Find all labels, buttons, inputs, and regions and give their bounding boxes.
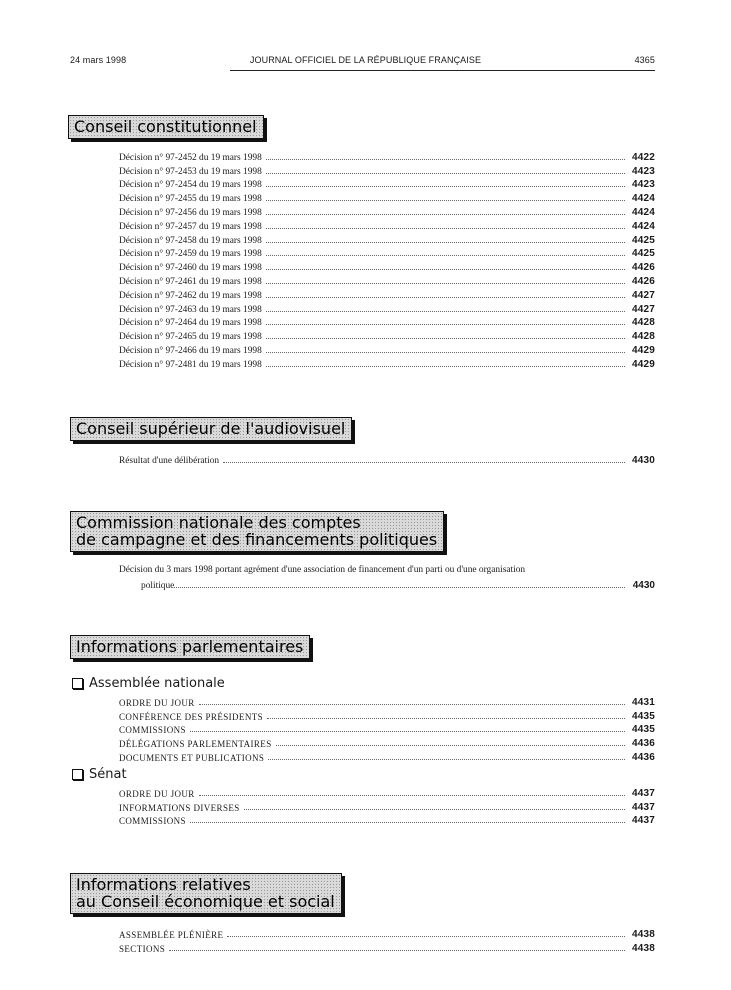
commission-comptes-entry <box>119 565 655 591</box>
toc-entry-label: ORDRE DU JOUR <box>119 788 195 799</box>
leader-dots <box>266 173 625 174</box>
toc-entry-label: Décision n° 97-2466 du 19 mars 1998 <box>119 345 262 356</box>
leader-dots <box>169 950 625 951</box>
toc-entry-label: Décision n° 97-2462 du 19 mars 1998 <box>119 290 262 301</box>
toc-entry <box>119 940 655 954</box>
toc-entry-label: DOCUMENTS ET PUBLICATIONS <box>119 752 265 763</box>
checkbox-bullet-icon <box>72 769 83 780</box>
toc-entry-page: 4428 <box>631 317 655 329</box>
leader-dots <box>199 795 625 796</box>
leader-dots <box>266 366 625 367</box>
leader-dots <box>266 338 625 339</box>
subsection-senat <box>72 767 127 782</box>
toc-entry <box>119 328 655 342</box>
toc-entry-page: 4437 <box>631 801 655 813</box>
subsection-title: Sénat <box>89 767 127 782</box>
toc-entry-page: 4430 <box>631 454 655 466</box>
toc-entry <box>119 163 655 177</box>
toc-entry-page: 4423 <box>631 165 655 177</box>
toc-entry-label: Décision n° 97-2481 du 19 mars 1998 <box>119 359 262 370</box>
toc-entry <box>119 149 655 163</box>
toc-entry-label: Décision n° 97-2456 du 19 mars 1998 <box>119 207 262 218</box>
senat-list <box>119 785 655 826</box>
leader-dots <box>244 809 625 810</box>
toc-entry <box>119 218 655 232</box>
toc-entry-label: DÉLÉGATIONS PARLEMENTAIRES <box>119 739 272 750</box>
toc-entry <box>119 356 655 370</box>
toc-entry <box>119 749 655 763</box>
section-title-conseil-economique <box>70 873 342 914</box>
checkbox-bullet-icon <box>72 678 83 689</box>
leader-dots <box>190 822 625 823</box>
toc-entry-page: 4425 <box>631 248 655 260</box>
toc-entry-label: ORDRE DU JOUR <box>119 697 195 708</box>
leader-dots <box>190 731 625 732</box>
leader-dots <box>266 214 625 215</box>
toc-entry <box>119 232 655 246</box>
toc-entry-label: SECTIONS <box>119 943 166 954</box>
toc-entry-page: 4428 <box>631 331 655 343</box>
entry-line2: politique <box>141 581 175 591</box>
toc-entry-page: 4424 <box>631 220 655 232</box>
leader-dots <box>266 352 625 353</box>
toc-entry-label: Décision n° 97-2455 du 19 mars 1998 <box>119 194 262 205</box>
toc-entry-label: CONFÉRENCE DES PRÉSIDENTS <box>119 711 264 722</box>
subsection-assemblee-nationale <box>72 676 225 691</box>
leader-dots <box>266 186 625 187</box>
toc-entry-page: 4431 <box>631 696 655 708</box>
toc-entry-page: 4423 <box>631 179 655 191</box>
leader-dots <box>266 242 625 243</box>
toc-entry-page: 4429 <box>631 344 655 356</box>
toc-entry-label: Décision n° 97-2463 du 19 mars 1998 <box>119 304 262 315</box>
toc-entry <box>119 177 655 191</box>
toc-entry <box>119 259 655 273</box>
toc-entry-label: INFORMATIONS DIVERSES <box>119 802 240 813</box>
leader-dots <box>223 462 625 463</box>
subsection-title: Assemblée nationale <box>89 676 225 691</box>
conseil-economique-list <box>119 926 655 954</box>
toc-entry-label: Décision n° 97-2457 du 19 mars 1998 <box>119 221 262 232</box>
journal-title: JOURNAL OFFICIEL DE LA RÉPUBLIQUE FRANÇAISE <box>249 55 482 65</box>
toc-entry-page: 4436 <box>631 751 655 763</box>
toc-entry-label: Décision n° 97-2461 du 19 mars 1998 <box>119 276 262 287</box>
toc-entry-label: Résultat d'une délibération <box>119 455 220 466</box>
toc-entry <box>119 315 655 329</box>
toc-entry <box>119 273 655 287</box>
leader-dots <box>266 324 625 325</box>
toc-entry <box>119 735 655 749</box>
toc-entry-page: 4436 <box>631 738 655 750</box>
toc-entry-label: Décision n° 97-2465 du 19 mars 1998 <box>119 332 262 343</box>
leader-dots <box>199 704 625 705</box>
leader-dots <box>276 745 625 746</box>
section-title-line1: Commission nationale des comptes <box>76 513 361 532</box>
entry-page: 4430 <box>632 580 655 591</box>
section-title-text: Conseil constitutionnel <box>74 117 257 136</box>
toc-entry-label: Décision n° 97-2464 du 19 mars 1998 <box>119 318 262 329</box>
toc-entry-page: 4437 <box>631 815 655 827</box>
toc-entry <box>119 799 655 813</box>
leader-dots <box>227 936 625 937</box>
leader-dots <box>266 311 625 312</box>
section-title-csa <box>70 417 352 441</box>
section-title-conseil-constitutionnel <box>68 115 264 139</box>
section-title-line1: Informations relatives <box>76 875 251 894</box>
leader-dots <box>266 255 625 256</box>
toc-entry <box>119 287 655 301</box>
leader-dots <box>266 297 625 298</box>
header-date: 24 mars 1998 <box>70 55 127 65</box>
toc-entry-label: COMMISSIONS <box>119 816 186 827</box>
toc-entry-label: Décision n° 97-2458 du 19 mars 1998 <box>119 235 262 246</box>
toc-entry <box>119 926 655 940</box>
toc-entry-page: 4435 <box>631 710 655 722</box>
toc-entry-page: 4425 <box>631 234 655 246</box>
toc-entry-page: 4426 <box>631 262 655 274</box>
toc-entry-label: Décision n° 97-2460 du 19 mars 1998 <box>119 263 262 274</box>
toc-entry-label: ASSEMBLÉE PLÉNIÈRE <box>119 929 224 940</box>
toc-entry <box>119 694 655 708</box>
toc-entry-label: Décision n° 97-2459 du 19 mars 1998 <box>119 249 262 260</box>
leader-dots <box>266 200 625 201</box>
header-rule <box>230 70 655 71</box>
leader-dots <box>266 269 625 270</box>
toc-entry-label: Décision n° 97-2454 du 19 mars 1998 <box>119 180 262 191</box>
toc-entry-label: Décision n° 97-2452 du 19 mars 1998 <box>119 152 262 163</box>
toc-entry <box>119 452 655 466</box>
toc-entry <box>119 190 655 204</box>
toc-entry-page: 4424 <box>631 206 655 218</box>
conseil-constitutionnel-list <box>119 149 655 370</box>
toc-entry <box>119 813 655 827</box>
toc-entry-page: 4435 <box>631 724 655 736</box>
leader-dots <box>266 159 625 160</box>
leader-dots <box>266 228 625 229</box>
toc-entry-page: 4422 <box>631 151 655 163</box>
leader-dots <box>174 587 625 588</box>
toc-entry-page: 4438 <box>631 942 655 954</box>
section-title-text: Conseil supérieur de l'audiovisuel <box>76 419 346 438</box>
toc-entry-page: 4438 <box>631 928 655 940</box>
section-title-line2: au Conseil économique et social <box>76 892 335 911</box>
section-title-line2: de campagne et des financements politiques <box>76 530 438 549</box>
toc-entry-page: 4426 <box>631 275 655 287</box>
toc-entry <box>119 246 655 260</box>
toc-entry-page: 4424 <box>631 193 655 205</box>
csa-list <box>119 452 655 466</box>
toc-entry <box>119 204 655 218</box>
toc-entry-page: 4429 <box>631 358 655 370</box>
toc-entry-page: 4427 <box>631 303 655 315</box>
leader-dots <box>268 759 625 760</box>
toc-entry-page: 4427 <box>631 289 655 301</box>
entry-line1: Décision du 3 mars 1998 portant agrément d'une association de financement d'un parti ou d'une organisation <box>119 565 526 575</box>
section-title-informations-parlementaires <box>70 635 310 659</box>
toc-entry <box>119 708 655 722</box>
toc-entry <box>119 301 655 315</box>
toc-entry-label: Décision n° 97-2453 du 19 mars 1998 <box>119 166 262 177</box>
section-title-text: Informations parlementaires <box>76 637 304 656</box>
toc-entry-label: COMMISSIONS <box>119 725 186 736</box>
toc-entry <box>119 722 655 736</box>
assemblee-nationale-list <box>119 694 655 763</box>
section-title-commission-comptes <box>70 511 444 552</box>
toc-entry-page: 4437 <box>631 787 655 799</box>
page-number: 4365 <box>634 55 655 65</box>
toc-entry <box>119 342 655 356</box>
leader-dots <box>266 283 625 284</box>
leader-dots <box>267 718 625 719</box>
toc-entry <box>119 785 655 799</box>
